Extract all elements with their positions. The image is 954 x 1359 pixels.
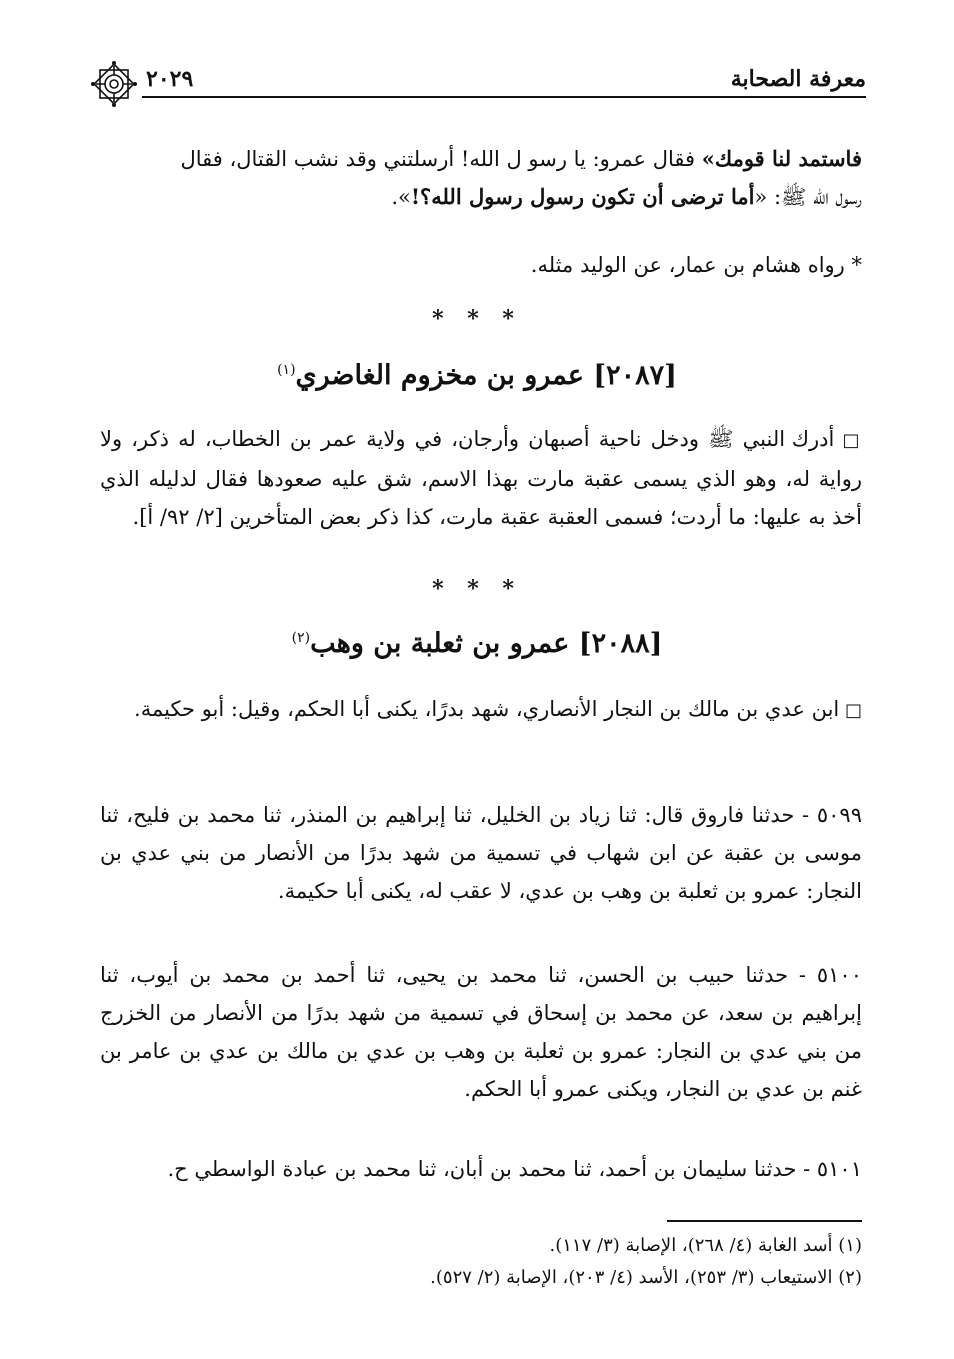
entry-2087-text: أدرك النبي ﷺ ودخل ناحية أصبهان وأرجان، في ولاية عمر بن الخطاب، له ذكر، ولا رواية له، وهو الذي يسمى عقبة مارت بهذا الاسم، شق عليه صعودها فقال لدليله الذي أخذ به عليها: ما أردت؛ فسمى العقبة عقبة مارت، كذا ذكر بعض المتأخرين [٢/ ٩٢/ أ]. bbox=[100, 427, 862, 529]
riwaya-note: * رواه هشام بن عمار، عن الوليد مثله. bbox=[530, 253, 862, 277]
square-bullet-icon: □ bbox=[834, 430, 862, 451]
entry-heading-2087-text: [٢٠٨٧] عمرو بن مخزوم الغاضري bbox=[295, 360, 677, 391]
hadith-5101: ٥١٠١ - حدثنا سليمان بن أحمد، ثنا محمد بن أبان، ثنا محمد بن عبادة الواسطي ح. bbox=[167, 1157, 862, 1181]
footnote-2: (٢) الاستيعاب (٣/ ٢٥٣)، الأسد (٤/ ٢٠٣)، الإصابة (٢/ ٥٢٧). bbox=[430, 1267, 862, 1288]
section-separator-2: * * * bbox=[432, 576, 522, 602]
hadith-5100: ٥١٠٠ - حدثنا حبيب بن الحسن، ثنا محمد بن يحيى، ثنا أحمد بن محمد بن أيوب، ثنا إبراهيم بن سعد، عن محمد بن إسحاق في تسمية من شهد بدرًا من الأنصار من الخزرج من بني عدي بن النجار: عمرو بن ثعلبة بن وهب بن عدي بن مالك بن عدي بن عامر بن غنم بن عدي بن النجار، ويكنى عمرو أبا الحكم. bbox=[100, 963, 862, 1101]
hadith-5099: ٥٠٩٩ - حدثنا فاروق قال: ثنا زياد بن الخليل، ثنا إبراهيم بن المنذر، ثنا محمد بن فليح، ثنا موسى بن عقبة عن ابن شهاب في تسمية من شهد بدرًا من الأنصار من بني عدي بن النجار: عمرو بن ثعلبة بن وهب بن عدي، لا عقب له، يكنى أبا حكيمة. bbox=[100, 803, 862, 903]
entry-heading-2088-text: [٢٠٨٨] عمرو بن ثعلبة بن وهب bbox=[310, 628, 663, 659]
eight-point-star-ornament-icon bbox=[90, 60, 138, 108]
prophet-quote-intro: رسول الله ﷺ: « bbox=[754, 185, 862, 209]
page-header bbox=[90, 60, 866, 108]
continued-hadith-line-1 bbox=[100, 140, 862, 178]
entry-2088-intro-block bbox=[100, 690, 862, 730]
prophet-quote-bold: أما ترضى أن تكون رسول رسول الله؟! bbox=[410, 184, 755, 209]
continued-hadith-line-2 bbox=[100, 178, 862, 216]
entry-heading-2088 bbox=[0, 628, 954, 659]
continued-hadith-text: فقال عمرو: يا رسو ل الله! أرسلتني وقد نشب القتال، فقال bbox=[180, 147, 702, 171]
footnote-1: (١) أسد الغابة (٤/ ٢٦٨)، الإصابة (٣/ ١١٧). bbox=[549, 1235, 862, 1256]
entry-heading-2087 bbox=[0, 360, 954, 391]
entry-2088-intro-text: ابن عدي بن مالك بن النجار الأنصاري، شهد بدرًا، يكنى أبا الحكم، وقيل: أبو حكيمة. bbox=[134, 697, 840, 721]
section-separator: * * * bbox=[432, 306, 522, 332]
continued-hadith bbox=[100, 140, 862, 216]
riwaya-note-block bbox=[100, 246, 862, 284]
prophet-quote-end: ». bbox=[391, 185, 411, 209]
footnote-rule bbox=[667, 1220, 862, 1222]
entry-2088-intro bbox=[100, 690, 862, 730]
hadith-5100-block bbox=[100, 956, 862, 1108]
footnotes bbox=[200, 1230, 862, 1294]
header-rule bbox=[142, 96, 866, 98]
footnote-ref-2: (٢) bbox=[291, 630, 311, 646]
hadith-5101-block bbox=[100, 1150, 862, 1188]
hadith-5099-block bbox=[100, 796, 862, 910]
footnote-ref-1: (١) bbox=[277, 362, 296, 378]
running-title: معرفة الصحابة bbox=[730, 66, 866, 92]
entry-2087-paragraph bbox=[100, 420, 862, 536]
quoted-phrase-bold: فاستمد لنا قومك» bbox=[701, 146, 862, 171]
square-bullet-icon-2: □ bbox=[839, 700, 862, 721]
page-number: ٢٠٢٩ bbox=[146, 66, 194, 92]
entry-2087-body bbox=[100, 420, 862, 536]
